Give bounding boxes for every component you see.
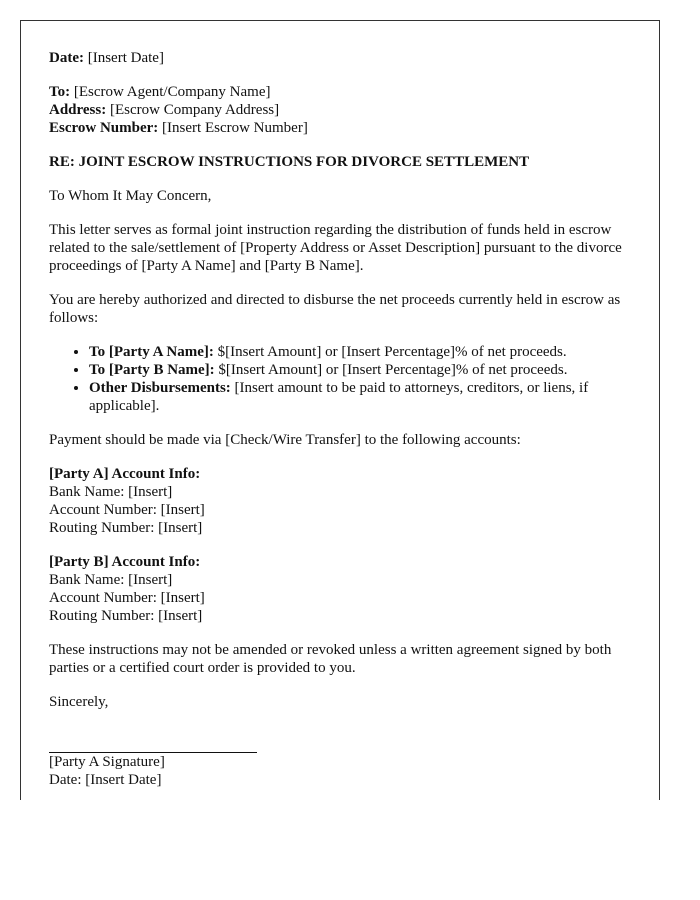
account-number: Account Number: [Insert] — [49, 590, 205, 606]
date-label: Date: — [49, 50, 84, 66]
account-title: [Party A] Account Info: — [49, 466, 201, 482]
routing-number: Routing Number: [Insert] — [49, 608, 203, 624]
item-label: To [Party B Name]: — [89, 362, 215, 378]
item-text: $[Insert Amount] or [Insert Percentage]% of net proceeds. — [217, 344, 567, 360]
account-block-b — [49, 553, 631, 625]
signature-line — [49, 727, 257, 753]
letter-page — [20, 20, 660, 800]
escrow-number-value: [Insert Escrow Number] — [162, 120, 308, 136]
disbursement-list — [49, 343, 631, 415]
list-item — [89, 343, 631, 361]
address-value: [Escrow Company Address] — [109, 102, 280, 118]
closing: Sincerely, — [49, 694, 109, 710]
list-item — [89, 379, 631, 415]
account-number: Account Number: [Insert] — [49, 502, 205, 518]
account-title: [Party B] Account Info: — [49, 554, 201, 570]
item-text: [Insert amount to be paid to attorneys, creditors, or liens, if applicable]. — [89, 380, 589, 414]
authorization-paragraph: You are hereby authorized and directed to disburse the net proceeds currently held in escrow as follows: — [49, 292, 621, 326]
list-item — [89, 361, 631, 379]
subject-line: RE: JOINT ESCROW INSTRUCTIONS FOR DIVORCE SETTLEMENT — [49, 154, 530, 170]
item-text: $[Insert Amount] or [Insert Percentage]% of net proceeds. — [218, 362, 568, 378]
date-line — [49, 49, 631, 67]
routing-number: Routing Number: [Insert] — [49, 520, 203, 536]
bank-name: Bank Name: [Insert] — [49, 484, 173, 500]
item-label: Other Disbursements: — [89, 380, 231, 396]
escrow-number-label: Escrow Number: — [49, 120, 159, 136]
signature-date: Date: [Insert Date] — [49, 772, 162, 788]
signature-name: [Party A Signature] — [49, 754, 165, 770]
intro-paragraph: This letter serves as formal joint instruction regarding the distribution of funds held in escrow related to the sale/settlement of [Property Address or Asset Description] pursuant to the divorce proceedings of [Party A Name] and [Party B Name]. — [49, 222, 622, 274]
recipient-block — [49, 83, 631, 137]
address-label: Address: — [49, 102, 107, 118]
amendment-paragraph: These instructions may not be amended or revoked unless a written agreement signed by both parties or a certified court order is provided to you. — [49, 642, 612, 676]
bank-name: Bank Name: [Insert] — [49, 572, 173, 588]
to-value: [Escrow Agent/Company Name] — [73, 84, 271, 100]
to-label: To: — [49, 84, 71, 100]
salutation: To Whom It May Concern, — [49, 188, 212, 204]
date-value: [Insert Date] — [87, 50, 164, 66]
payment-paragraph: Payment should be made via [Check/Wire Transfer] to the following accounts: — [49, 432, 521, 448]
account-block-a — [49, 465, 631, 537]
item-label: To [Party A Name]: — [89, 344, 214, 360]
